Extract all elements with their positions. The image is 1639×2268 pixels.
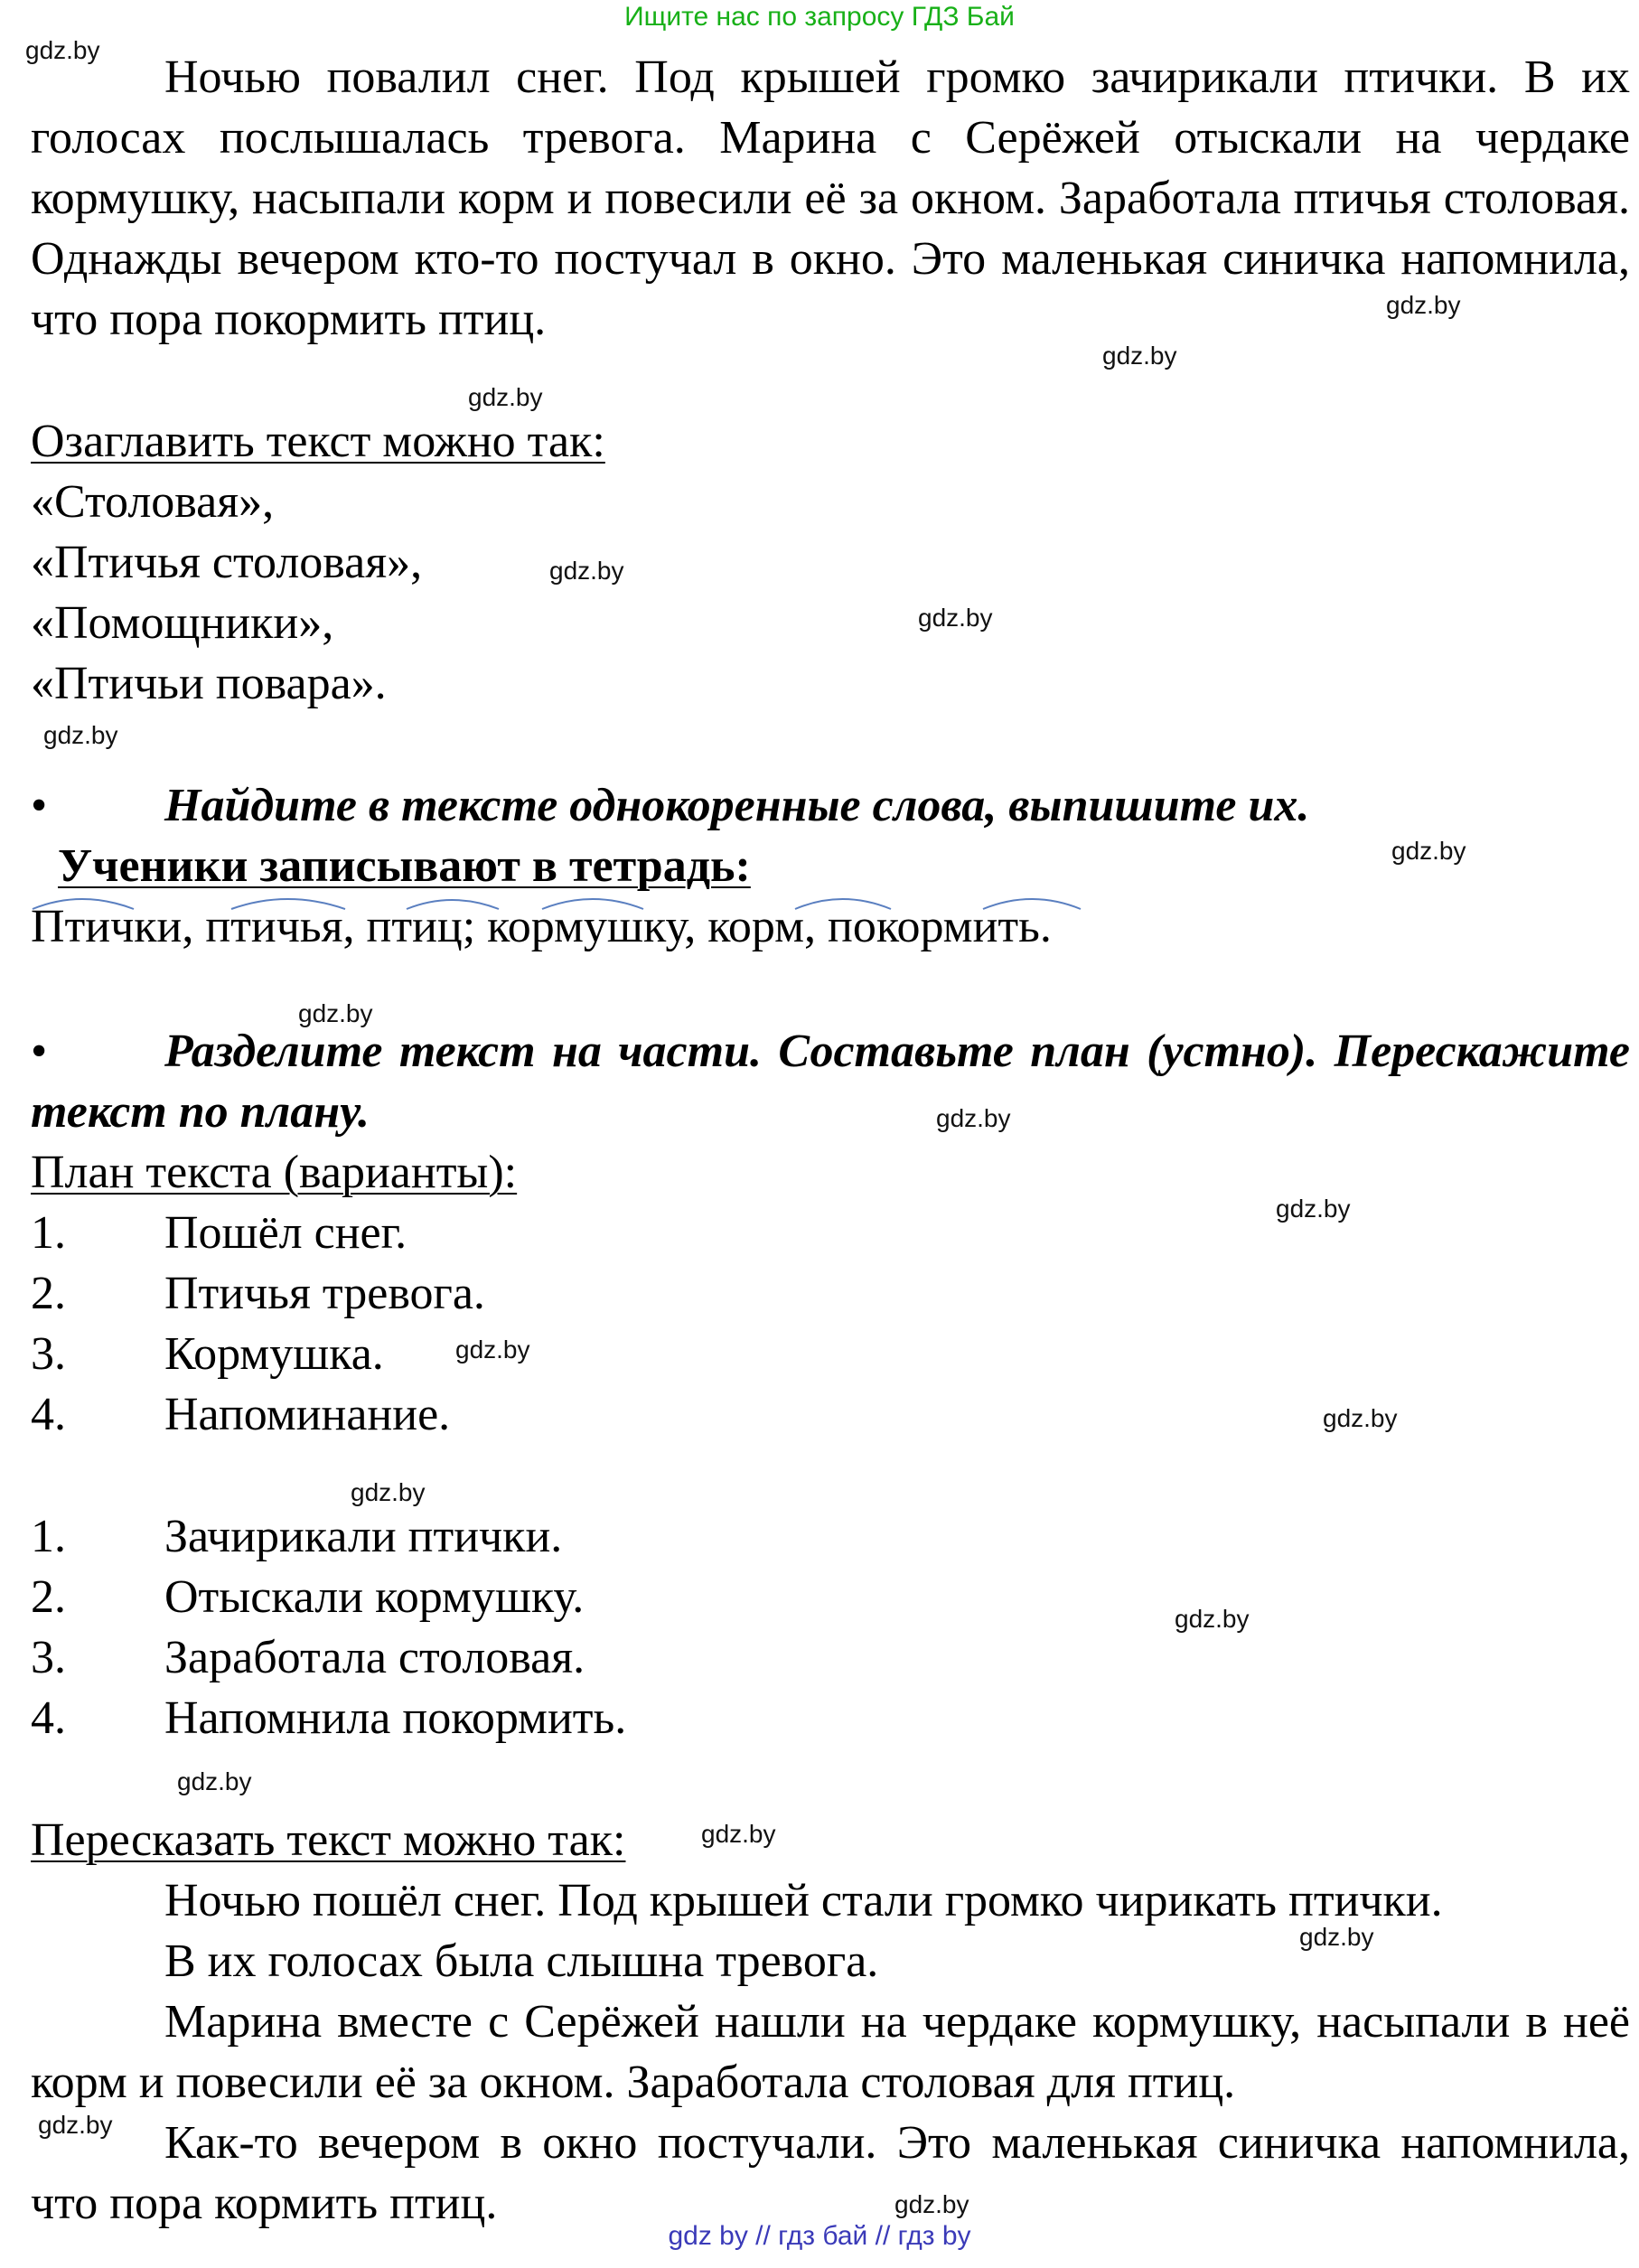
task-instruction: Разделите текст на части. Составьте план (устно). Перескажите текст по плану.	[31, 1026, 1630, 1138]
watermark: gdz.by	[351, 1478, 426, 1506]
watermark: gdz.by	[918, 604, 993, 632]
cognates-answer: Птички, птичья, птиц; кормушку, корм, покормить.	[31, 901, 1052, 952]
plan-item: Пошёл снег.	[164, 1207, 407, 1259]
plan-number: 4.	[31, 1389, 66, 1440]
plan-item: Птичья тревога.	[164, 1268, 485, 1319]
watermark: gdz.by	[1102, 342, 1177, 370]
watermark: gdz.by	[38, 2111, 113, 2139]
watermark: gdz.by	[455, 1335, 530, 1364]
retell-heading: Пересказать текст можно так:	[31, 1814, 626, 1866]
plan-item: Заработала столовая.	[164, 1632, 585, 1683]
watermark: gdz.by	[298, 999, 373, 1027]
watermark: gdz.by	[701, 1820, 776, 1848]
retell-line: В их голосах была слышна тревога.	[164, 1935, 879, 1987]
top-banner[interactable]: Ищите нас по запросу ГДЗ Бай	[624, 2, 1015, 32]
plan-number: 4.	[31, 1692, 66, 1744]
plan-number: 3.	[31, 1632, 66, 1683]
watermark: gdz.by	[468, 383, 543, 411]
plan-item: Напоминание.	[164, 1389, 451, 1440]
watermark: gdz.by	[1299, 1923, 1374, 1951]
plan-heading: План текста (варианты):	[31, 1147, 518, 1198]
watermark: gdz.by	[43, 721, 118, 749]
watermark: gdz.by	[1323, 1404, 1398, 1432]
plan-number: 1.	[31, 1207, 66, 1259]
bottom-banner[interactable]: gdz by // гдз бай // гдз by	[668, 2221, 971, 2251]
title-option: «Птичья столовая»,	[31, 537, 423, 588]
bullet: •	[31, 1026, 48, 1077]
plan-number: 2.	[31, 1268, 66, 1319]
students-write-label: Ученики записывают в тетрадь:	[58, 840, 751, 892]
watermark: gdz.by	[549, 557, 624, 585]
task-instruction: Найдите в тексте однокоренные слова, выпишите их.	[164, 780, 1310, 831]
title-option: «Столовая»,	[31, 476, 275, 528]
title-option: «Помощники»,	[31, 597, 334, 649]
retell-paragraph: Как-то вечером в окно постучали. Это маленькая синичка напомнила, что пора кормить птиц.	[31, 2117, 1630, 2229]
watermark: gdz.by	[936, 1104, 1011, 1132]
bullet: •	[31, 780, 48, 831]
retell-paragraph: Марина вместе с Серёжей нашли на чердаке кормушку, насыпали в неё корм и повесили её за окном. Заработала столовая для птиц.	[31, 1996, 1630, 2108]
watermark: gdz.by	[1276, 1195, 1351, 1223]
source-text-paragraph: Ночью повалил снег. Под крышей громко зачирикали птички. В их голосах послышалась тревога. Марина с Серёжей отыскали на чердаке кормушку, насыпали корм и повесили её за окном. Заработала птичья столовая. Однажды вечером кто-то постучал в окно. Это маленькая синичка напомнила, что пора покормить птиц.	[31, 52, 1630, 345]
watermark: gdz.by	[177, 1767, 252, 1795]
watermark: gdz.by	[1175, 1605, 1250, 1633]
plan-item: Напомнила покормить.	[164, 1692, 627, 1744]
watermark: gdz.by	[894, 2190, 969, 2218]
plan-item: Зачирикали птички.	[164, 1511, 563, 1562]
plan-item: Кормушка.	[164, 1328, 384, 1380]
plan-number: 2.	[31, 1571, 66, 1623]
title-option: «Птичьи повара».	[31, 658, 387, 709]
retell-line: Ночью пошёл снег. Под крышей стали громко чирикать птички.	[164, 1875, 1443, 1926]
watermark: gdz.by	[1386, 291, 1461, 319]
plan-number: 3.	[31, 1328, 66, 1380]
plan-number: 1.	[31, 1511, 66, 1562]
watermark: gdz.by	[1391, 837, 1466, 865]
plan-item: Отыскали кормушку.	[164, 1571, 585, 1623]
watermark: gdz.by	[25, 36, 100, 64]
titles-heading: Озаглавить текст можно так:	[31, 416, 605, 467]
